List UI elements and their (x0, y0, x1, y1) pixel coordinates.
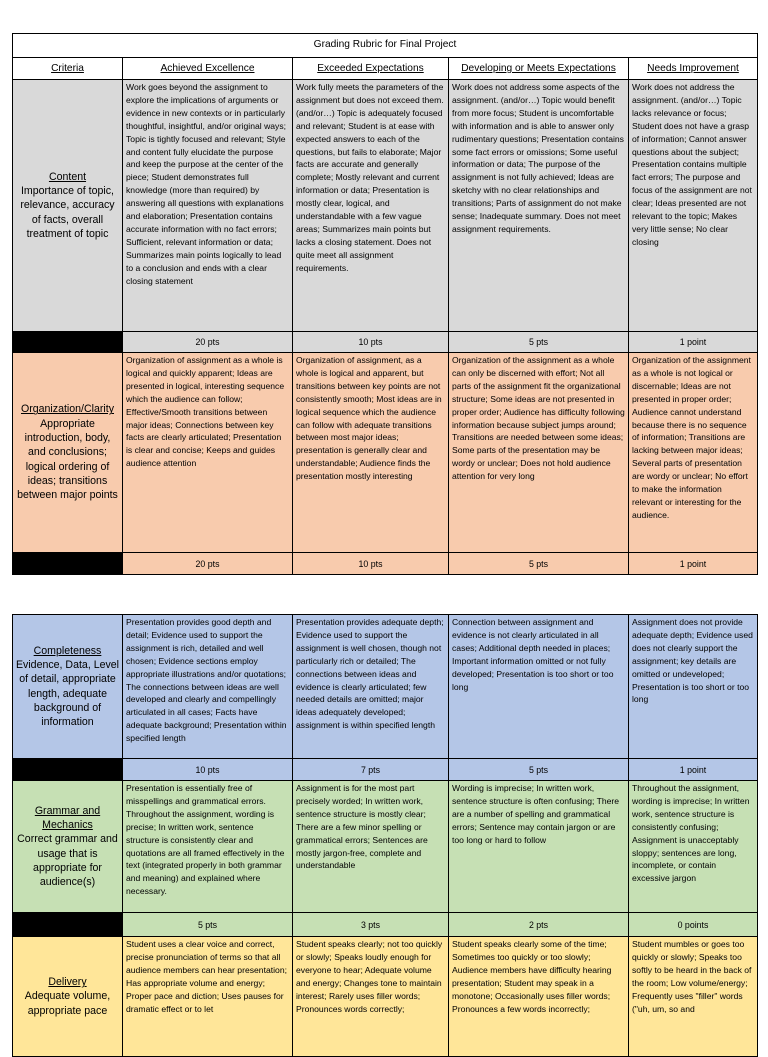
criteria-cell-content (13, 80, 123, 332)
rubric-row-grammar (13, 781, 758, 913)
rubric-table-1 (12, 33, 758, 575)
criteria-description: Evidence, Data, Level of detail, appropriate length, adequate background of information (15, 658, 120, 729)
points-row-grammar (13, 913, 758, 937)
criteria-name: Organization/Clarity (20, 403, 115, 416)
criteria-cell-completeness (13, 615, 123, 759)
points-cell: 5 pts (449, 332, 629, 353)
descriptor-cell: Assignment does not provide adequate depth; Evidence used does not clearly support the assignment; key details are omitted or undeveloped; Presentation is too short or too long (629, 615, 758, 759)
points-cell: 1 point (629, 553, 758, 575)
header-criteria: Criteria (13, 58, 123, 80)
criteria-cell-grammar (13, 781, 123, 913)
points-cell: 1 point (629, 759, 758, 781)
points-row-content (13, 332, 758, 353)
points-cell: 10 pts (123, 759, 293, 781)
descriptor-cell: Organization of assignment as a whole is logical and quickly apparent; Ideas are presented in logical, interesting sequence which the audience can follow; Effective/Smooth transitions between major ideas; Connections between key facts are clearly articulated; Presentation is clear and concise; Keeps and guides audience attention (123, 353, 293, 553)
rubric-row-content (13, 80, 758, 332)
points-cell: 20 pts (123, 332, 293, 353)
points-cell: 2 pts (449, 913, 629, 937)
points-label-cell (13, 759, 123, 781)
descriptor-cell: Student speaks clearly some of the time; Sometimes too quickly or too slowly; Audience members have difficulty hearing presentation; Student may speak in a monotone; Occasionally uses filler words; Pronounces a few words incorrectly; (449, 937, 629, 1057)
criteria-description: Importance of topic, relevance, accuracy of facts, overall treatment of topic (20, 185, 115, 240)
criteria-cell-organization (13, 353, 123, 553)
criteria-name: Completeness (33, 644, 102, 657)
points-cell: 10 pts (293, 553, 449, 575)
criteria-name: Delivery (48, 976, 87, 989)
rubric-title: Grading Rubric for Final Project (13, 34, 758, 58)
header-developing-meets: Developing or Meets Expectations (449, 58, 629, 80)
points-label-cell (13, 913, 123, 937)
header-row (13, 58, 758, 80)
criteria-description: Appropriate introduction, body, and conclusions; logical ordering of ideas; transitions between major points (17, 417, 118, 502)
rubric-row-completeness (13, 615, 758, 759)
descriptor-cell: Throughout the assignment, wording is imprecise; In written work, sentence structure is consistently confusing; Assignment is unacceptably sloppy; sentences are long, incomplete, or contain excessive jargon (629, 781, 758, 913)
header-exceeded-expectations: Exceeded Expectations (293, 58, 449, 80)
criteria-description: Adequate volume, appropriate pace (24, 990, 111, 1017)
points-row-organization (13, 553, 758, 575)
descriptor-cell: Work goes beyond the assignment to explore the implications of arguments or evidence in new contexts or in particularly thoughtful, insightful, and/or original ways; Topic is tightly focused and relevant; Style and content fully elucidate the purpose and keep the purpose at the center of the piece; Student demonstrates full knowledge (more than required) by answering all questions with explanations and elaboration; Presentation contains accurate information with no fact errors; Sufficient, relevant information or data; Summarizes main points logically to lead to a conclusion and ends with a clear closing statement (123, 80, 293, 332)
points-cell: 10 pts (293, 332, 449, 353)
descriptor-cell: Organization of the assignment as a whole is not logical or discernable; Ideas are not presented in proper order; Audience cannot understand because there is no sequence of information; Transitions are lacking between major ideas; Several parts of presentation are wordy or unclear; No effort to make the information relevant or interesting for the audience. (629, 353, 758, 553)
rubric-row-delivery (13, 937, 758, 1057)
points-cell: 0 points (629, 913, 758, 937)
descriptor-cell: Student uses a clear voice and correct, precise pronunciation of terms so that all audience members can hear presentation; Has appropriate volume and energy; Proper pace and diction; Uses pauses for dramatic effect or to let (123, 937, 293, 1057)
points-cell: 7 pts (293, 759, 449, 781)
points-cell: 5 pts (449, 759, 629, 781)
descriptor-cell: Work fully meets the parameters of the assignment but does not exceed them. (and/or…) Topic is adequately focused and relevant; Student is at ease with expected answers to each of the questions, but fails to elaborate; Major facts are accurate and generally complete; Mostly relevant and current information or data; Presentation is mostly clear, logical, and understandable with a few vague areas; Summarizes main points but lacks a closing statement. Does not quite meet all assignment requirements. (293, 80, 449, 332)
descriptor-cell: Organization of the assignment as a whole can only be discerned with effort; Not all parts of the assignment fit the organizational structure; Some ideas are not presented in proper order; Audience has difficulty following information because subject jumps around; Transitions are needed between some ideas; Some parts of the presentation may be wordy or unclear; Does not hold audience attention for very long (449, 353, 629, 553)
descriptor-cell: Student mumbles or goes too quickly or slowly; Speaks too softly to be heard in the back of the room; Low volume/energy; Frequently uses "filler" words ("uh, um, so and (629, 937, 758, 1057)
points-cell: 1 point (629, 332, 758, 353)
rubric-table-2 (12, 614, 758, 1057)
points-label-cell (13, 553, 123, 575)
criteria-name: Content (48, 170, 87, 183)
descriptor-cell: Presentation provides good depth and detail; Evidence used to support the assignment is rich, detailed and well chosen; Evidence sections employ appropriate illustrations and/or quotations; The connections between ideas are well developed and clearly and compellingly articulated in all cases; Facts have adequate background; Presentation within specified length (123, 615, 293, 759)
points-cell: 5 pts (123, 913, 293, 937)
rubric-row-organization (13, 353, 758, 553)
header-needs-improvement: Needs Improvement (629, 58, 758, 80)
points-cell: 5 pts (449, 553, 629, 575)
points-cell: 3 pts (293, 913, 449, 937)
criteria-cell-delivery (13, 937, 123, 1057)
descriptor-cell: Connection between assignment and evidence is not clearly articulated in all cases; Additional depth needed in places; Important information omitted or not fully developed; Presentation is too short or too long (449, 615, 629, 759)
points-cell: 20 pts (123, 553, 293, 575)
descriptor-cell: Wording is imprecise; In written work, sentence structure is often confusing; There are a number of spelling and grammatical errors; Sentence may contain jargon or are too long or hard to follow (449, 781, 629, 913)
descriptor-cell: Organization of assignment, as a whole is logical and apparent, but transitions between key points are not consistently smooth; Most ideas are in logical sequence which the audience can follow with adequate transitions between most major ideas; presentation is generally clear and understandable; Audience finds the presentation mostly interesting (293, 353, 449, 553)
descriptor-cell: Work does not address some aspects of the assignment. (and/or…) Topic would benefit from more focus; Student is uncomfortable with information and is able to answer only rudimentary questions; Presentation contains some fact errors or omissions; Some useful information or data; The purpose of the assignment is not fully achieved; Ideas are sketchy with no clear relationships and transitions; Parts of assignment do not make sense; Inadequate summary. Does not meet assignment requirements. (449, 80, 629, 332)
descriptor-cell: Student speaks clearly; not too quickly or slowly; Speaks loudly enough for everyone to hear; Adequate volume and energy; Changes tone to maintain interest; Rarely uses filler words; Pronounces words correctly; (293, 937, 449, 1057)
criteria-name: Grammar and Mechanics (34, 804, 101, 831)
descriptor-cell: Presentation is essentially free of misspellings and grammatical errors. Throughout the assignment, wording is precise; In written work, sentence structure is consistently clear and quotations are all framed effectively in the text (integrated properly in both grammar and meaning) and explained where necessary. (123, 781, 293, 913)
descriptor-cell: Presentation provides adequate depth; Evidence used to support the assignment is well chosen, though not particularly rich or detailed; The connections between ideas and evidence is clearly articulated; few needed details are omitted; major ideas adequately developed; assignment is within specified length (293, 615, 449, 759)
criteria-description: Correct grammar and usage that is appropriate for audience(s) (17, 833, 118, 889)
points-row-completeness (13, 759, 758, 781)
descriptor-cell: Work does not address the assignment. (and/or…) Topic lacks relevance or focus; Student does not have a grasp of information; Cannot answer questions about the subject; Presentation contains multiple fact errors; The purpose and focus of the assignment are not clear; Ideas presented are not relevant to the topic; Makes very little sense; No clear closing (629, 80, 758, 332)
points-label-cell (13, 332, 123, 353)
descriptor-cell: Assignment is for the most part precisely worded; In written work, sentence structure is mostly clear; There are a few minor spelling or grammatical errors; Sentences are mostly jargon-free, complete and understandable (293, 781, 449, 913)
header-achieved-excellence: Achieved Excellence (123, 58, 293, 80)
